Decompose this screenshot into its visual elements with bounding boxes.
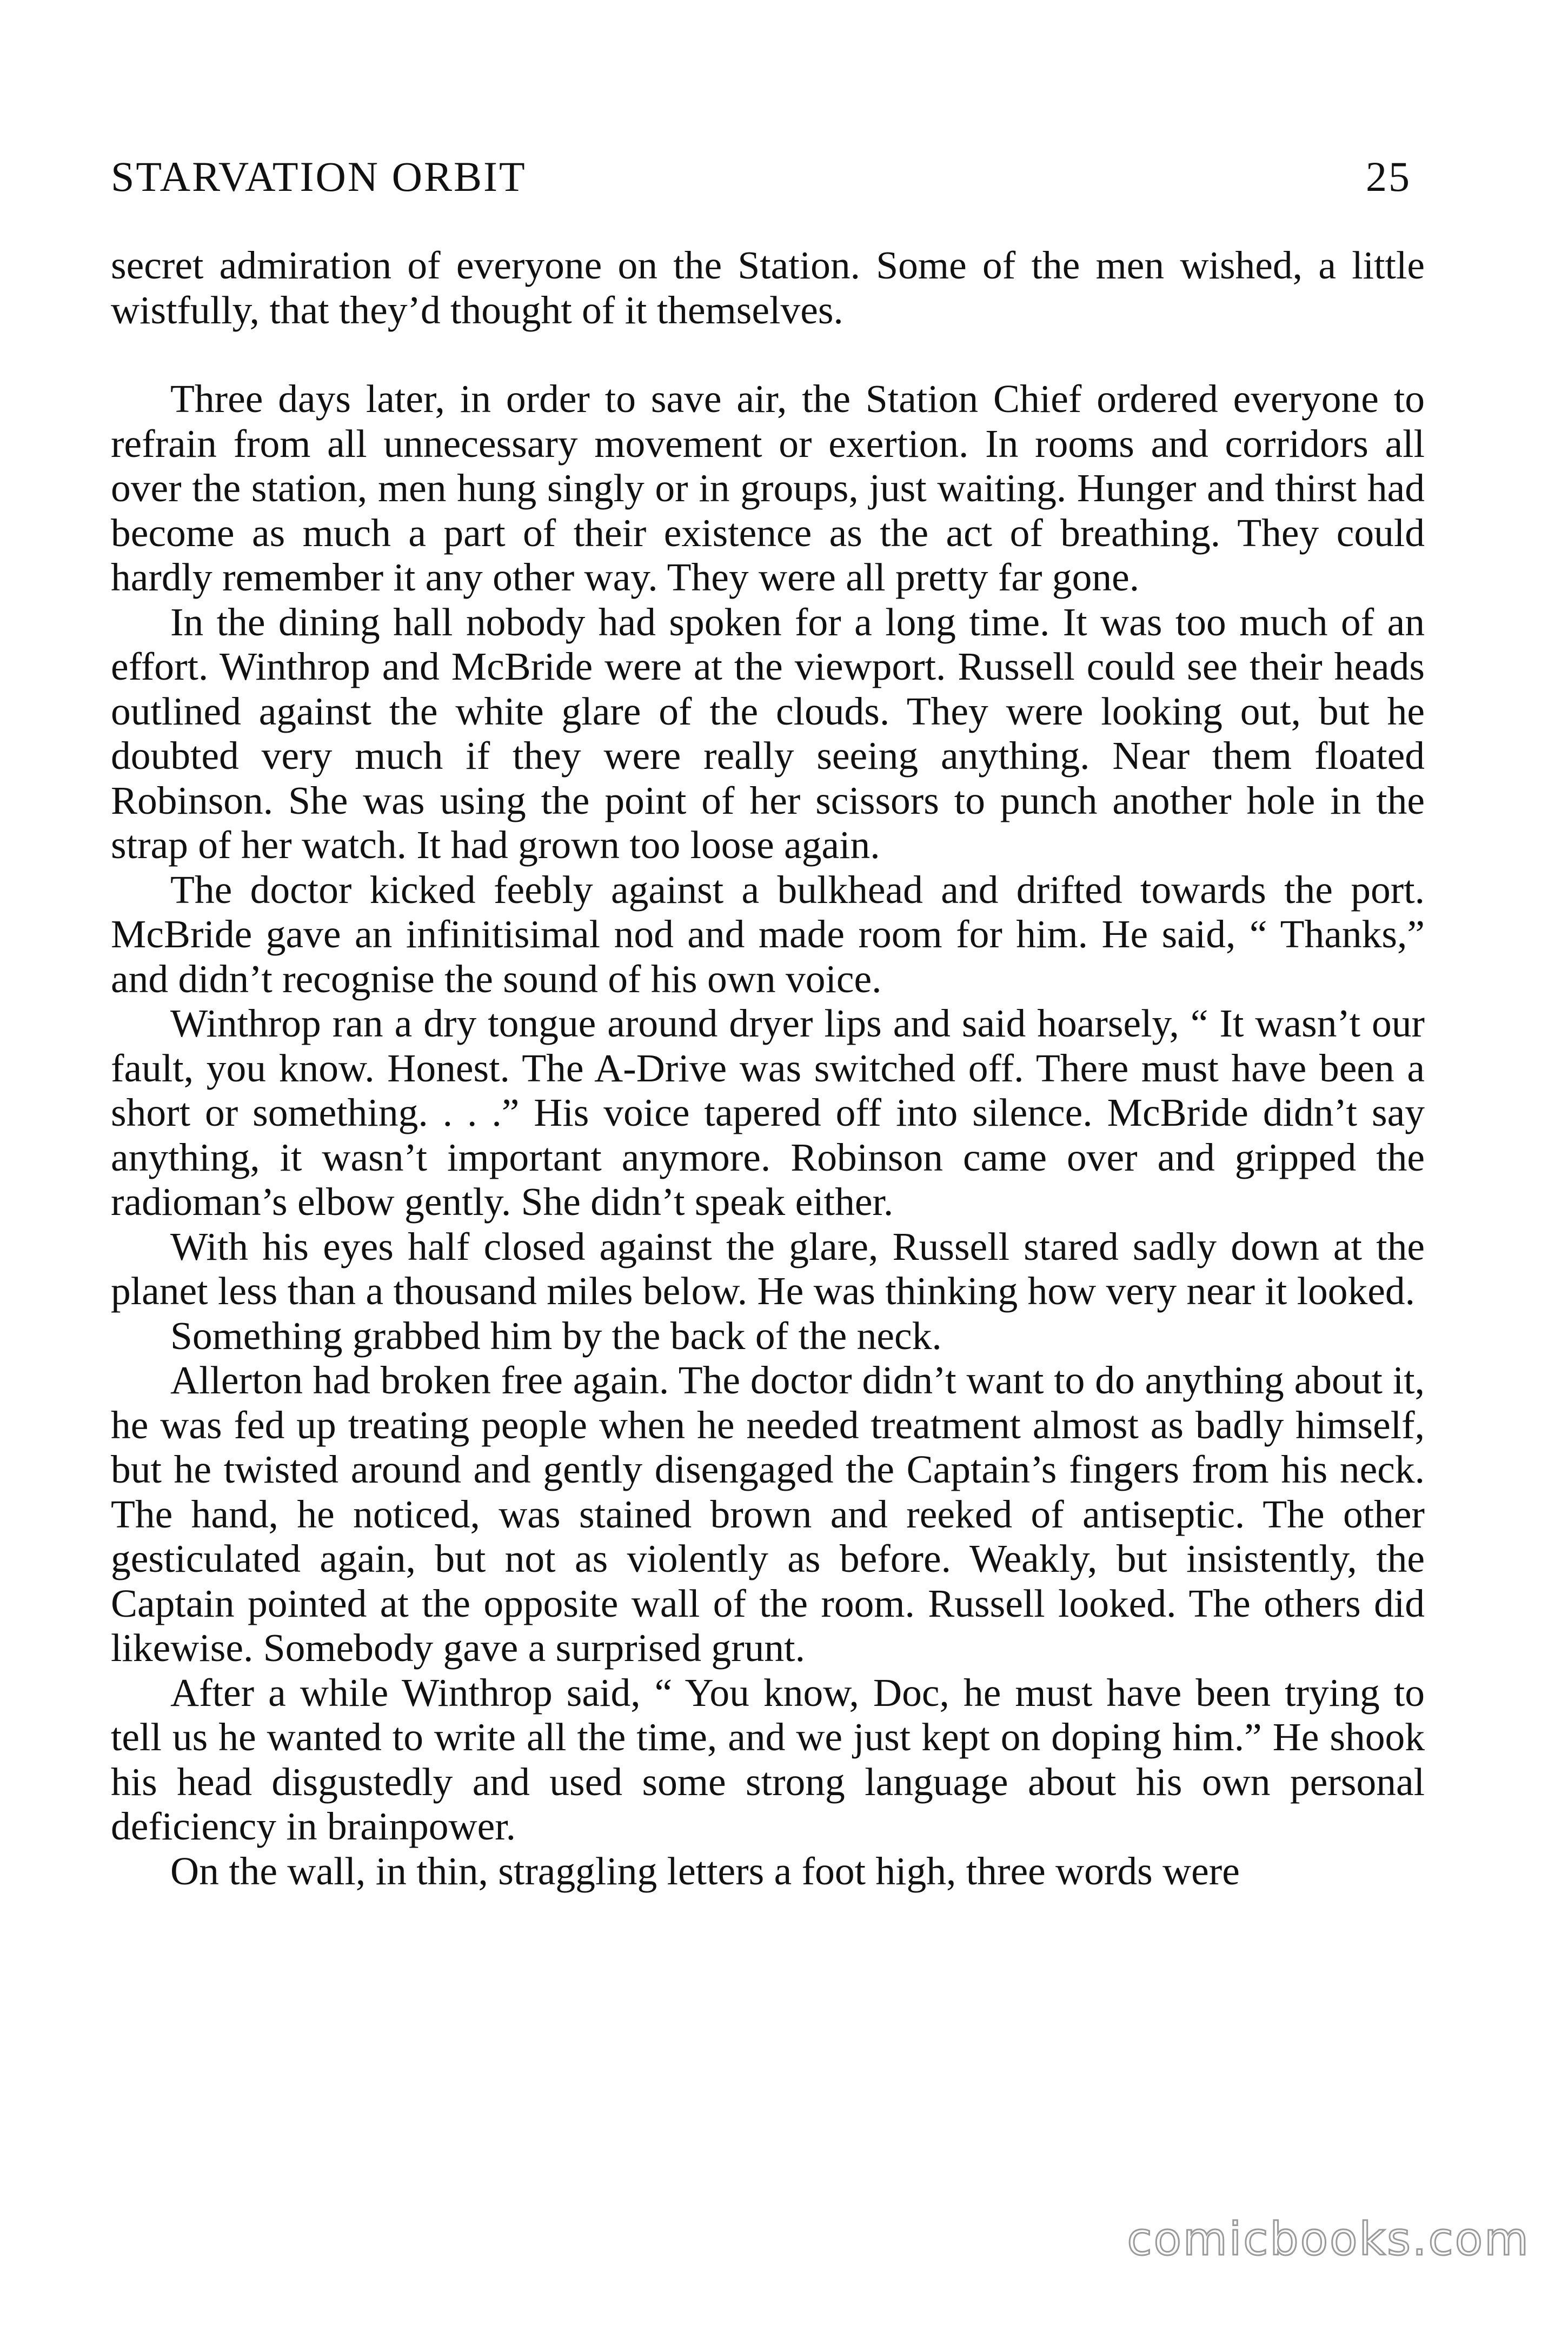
paragraph: secret admiration of everyone on the Station. Some of the men wished, a little wistfully, that they’d thought of it themselves. bbox=[111, 243, 1425, 332]
paragraph: The doctor kicked feebly against a bulkhead and drifted towards the port. McBride gave an infinitisimal nod and made room for him. He said, “ Thanks,” and didn’t recognise the sound of his own voice. bbox=[111, 867, 1425, 1001]
paragraph: On the wall, in thin, straggling letters a foot high, three words were bbox=[170, 1849, 1240, 1893]
paragraph: Three days later, in order to save air, the Station Chief ordered everyone to refrain from all unnecessary movement or exertion. In rooms and corridors all over the station, men hung singly or in groups, just waiting. Hunger and thirst had become as much a part of their existence as the act of breathing. They could hardly remember it any other way. They were all pretty far gone. bbox=[111, 377, 1425, 599]
paragraph: Winthrop ran a dry tongue around dryer lips and said hoarsely, “ It wasn’t our fault, you know. Honest. The A-Drive was switched off. There must have been a short or something. . . .” His voice tapered off into silence. McBride didn’t say anything, it wasn’t important anymore. Robinson came over and gripped the radioman’s elbow gently. She didn’t speak either. bbox=[111, 1001, 1425, 1224]
paragraph: Allerton had broken free again. The doctor didn’t want to do anything about it, he was fed up treating people when he needed treatment almost as badly himself, but he twisted around and gently disengaged the Captain’s fingers from his neck. The hand, he noticed, was stained brown and reeked of antiseptic. The other gesticulated again, but not as violently as before. Weakly, but insistently, the Captain pointed at the opposite wall of the room. Russell looked. The others did likewise. Somebody gave a surprised grunt. bbox=[111, 1358, 1425, 1670]
page-header bbox=[111, 152, 1411, 212]
paragraph: With his eyes half closed against the glare, Russell stared sadly down at the planet less than a thousand miles below. He was thinking how very near it looked. bbox=[111, 1224, 1425, 1313]
paragraph: Something grabbed him by the back of the neck. bbox=[170, 1313, 942, 1358]
page-number: 25 bbox=[1366, 153, 1411, 200]
body-text bbox=[111, 243, 1425, 1894]
running-title: STARVATION ORBIT bbox=[111, 153, 527, 200]
watermark: comicbooks.com bbox=[1127, 2213, 1530, 2266]
paragraph: In the dining hall nobody had spoken for a long time. It was too much of an effort. Winthrop and McBride were at the viewport. Russell could see their heads outlined against the white glare of the clouds. They were looking out, but he doubted very much if they were really seeing anything. Near them floated Robinson. She was using the point of her scissors to punch another hole in the strap of her watch. It had grown too loose again. bbox=[111, 600, 1425, 867]
paragraph: After a while Winthrop said, “ You know, Doc, he must have been trying to tell us he wanted to write all the time, and we just kept on doping him.” He shook his head disgustedly and used some strong language about his own personal deficiency in brainpower. bbox=[111, 1670, 1425, 1848]
